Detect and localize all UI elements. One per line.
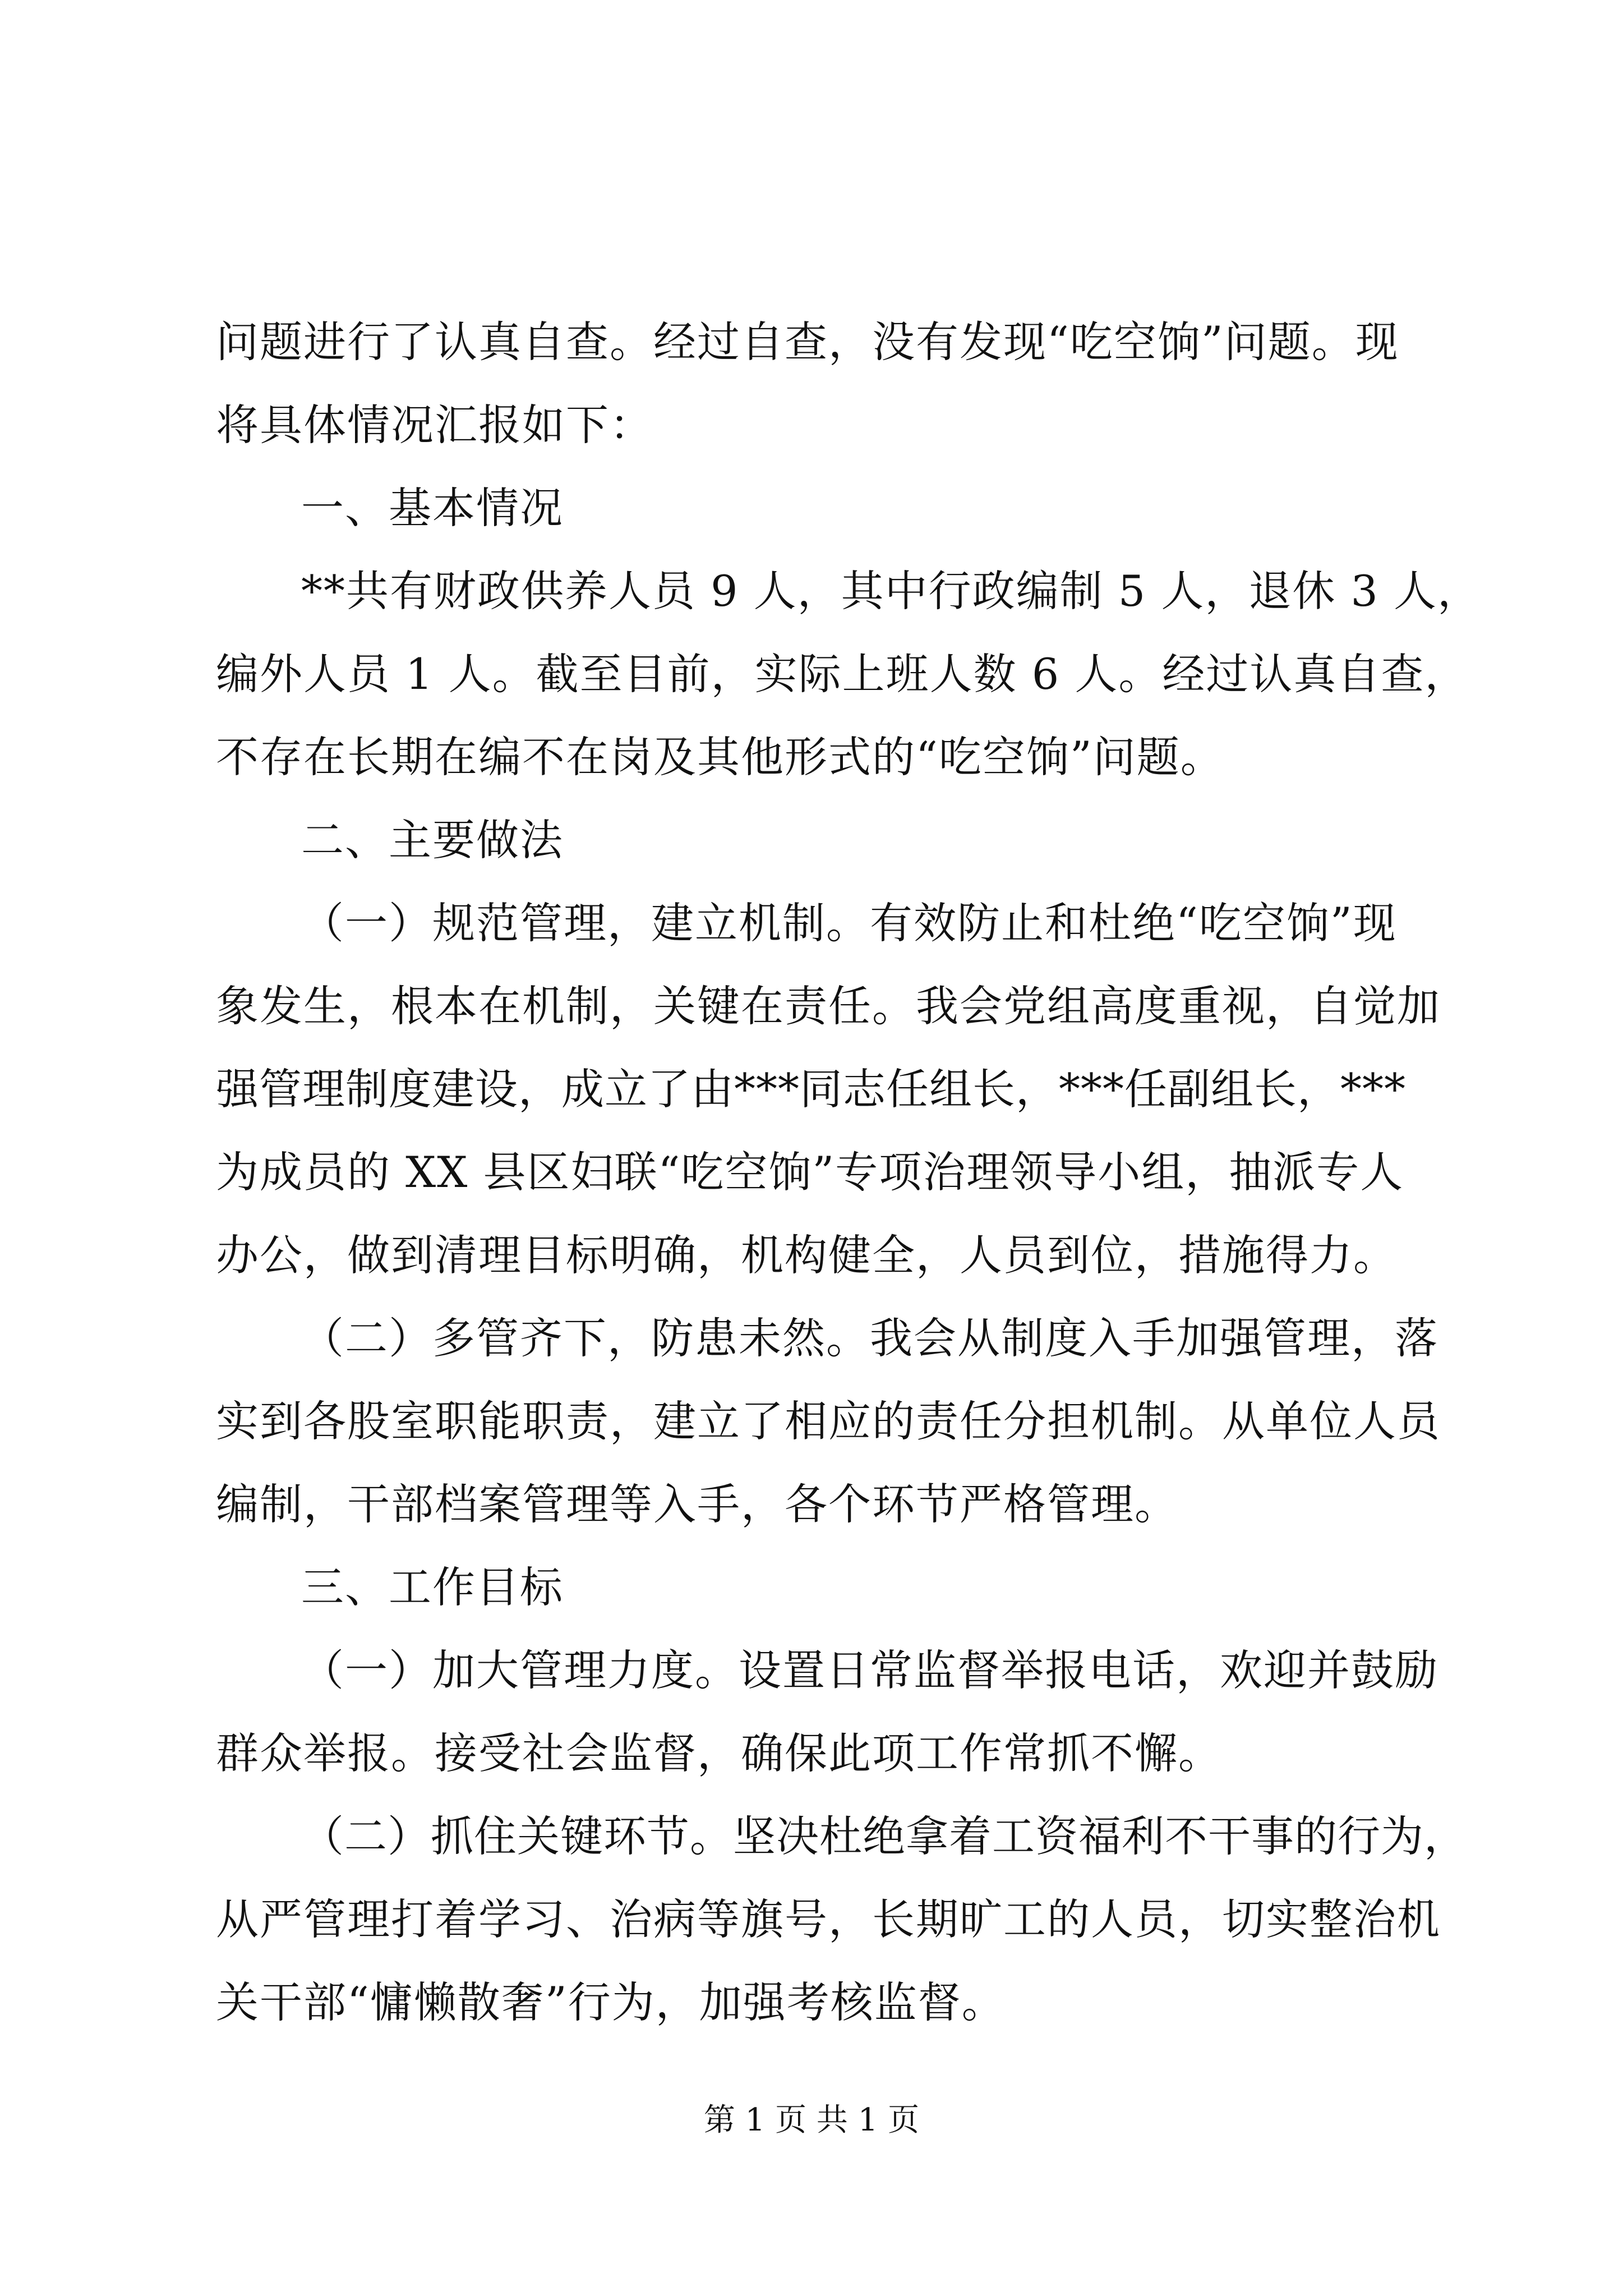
text-line: 关干部“慵懒散奢”行为，加强考核监督。 <box>216 1977 1006 2027</box>
text-line: （一）规范管理，建立机制。有效防止和杜绝“吃空饷”现 <box>301 898 1397 948</box>
text-line: 不存在长期在编不在岗及其他形式的“吃空饷”问题。 <box>216 732 1224 782</box>
section-heading: 三、工作目标 <box>301 1562 564 1612</box>
section-heading: 一、基本情况 <box>301 483 564 533</box>
text-line: 办公，做到清理目标明确，机构健全，人员到位，措施得力。 <box>216 1230 1397 1280</box>
text-line: 编外人员 1 人。截至目前，实际上班人数 6 人。经过认真自查， <box>216 649 1469 699</box>
page-footer: 第 1 页 共 1 页 <box>703 2102 920 2138</box>
text-line: （一）加大管理力度。设置日常监督举报电话，欢迎并鼓励 <box>301 1645 1438 1695</box>
text-line: （二）多管齐下，防患未然。我会从制度入手加强管理，落 <box>301 1313 1438 1363</box>
text-line: **共有财政供养人员 9 人，其中行政编制 5 人，退休 3 人， <box>301 566 1482 616</box>
text-line: 问题进行了认真自查。经过自查，没有发现“吃空饷”问题。现 <box>216 317 1399 367</box>
text-line: 编制，干部档案管理等入手，各个环节严格管理。 <box>216 1479 1178 1529</box>
text-line: 将具体情况汇报如下： <box>216 400 653 450</box>
text-line: 为成员的 XX 县区妇联“吃空饷”专项治理领导小组，抽派专人 <box>216 1147 1404 1197</box>
text-line: 从严管理打着学习、治病等旗号，长期旷工的人员，切实整治机 <box>216 1894 1441 1944</box>
section-heading: 二、主要做法 <box>301 815 564 865</box>
text-line: 实到各股室职能职责，建立了相应的责任分担机制。从单位人员 <box>216 1396 1441 1446</box>
text-line: 强管理制度建设，成立了由***同志任组长，***任副组长，*** <box>216 1064 1406 1114</box>
text-line: 象发生，根本在机制，关键在责任。我会党组高度重视，自觉加 <box>216 981 1441 1031</box>
text-line: 群众举报。接受社会监督，确保此项工作常抓不懈。 <box>216 1728 1222 1778</box>
document-body <box>216 301 1482 2044</box>
text-line: （二）抓住关键环节。坚决杜绝拿着工资福利不干事的行为， <box>301 1811 1467 1861</box>
